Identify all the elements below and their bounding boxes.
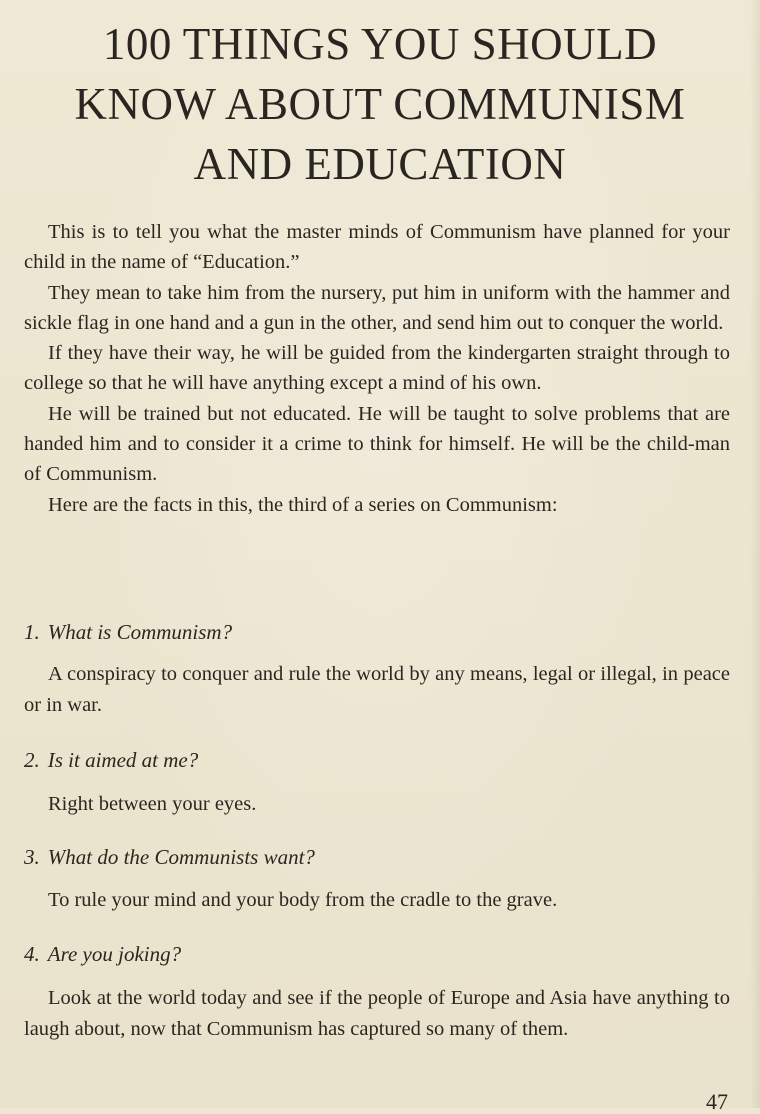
question-2 <box>24 745 730 775</box>
intro-paragraph-3: If they have their way, he will be guided from the kindergarten straight through to college so that he will have anything except a mind of his own. <box>24 342 730 395</box>
answer-4: Look at the world today and see if the people of Europe and Asia have anything to laugh about, now that Communism has captured so many of them. <box>24 987 730 1040</box>
question-text: What do the Communists want? <box>47 845 315 869</box>
answer-3: To rule your mind and your body from the cradle to the grave. <box>48 889 558 911</box>
question-1 <box>24 617 730 647</box>
question-number: 4. <box>24 942 40 966</box>
question-number: 2. <box>24 748 40 772</box>
answer-2: Right between your eyes. <box>48 793 257 815</box>
question-text: Are you joking? <box>47 942 182 966</box>
intro-paragraph-1: This is to tell you what the master minds of Communism have planned for your child in the name of “Education.” <box>24 221 730 274</box>
title-line-2: KNOW ABOUT COMMUNISM <box>74 79 686 129</box>
page-number: 47 <box>706 1089 728 1114</box>
question-3 <box>24 842 730 872</box>
page-edge-shadow <box>750 0 760 1108</box>
question-number: 1. <box>24 620 40 644</box>
intro-section <box>24 217 730 520</box>
question-text: What is Communism? <box>47 620 233 644</box>
intro-paragraph-5: Here are the facts in this, the third of a series on Communism: <box>48 493 558 516</box>
question-text: Is it aimed at me? <box>47 748 199 772</box>
title-line-3: AND EDUCATION <box>193 139 567 189</box>
title-line-1: 100 THINGS YOU SHOULD <box>102 19 658 69</box>
page-title <box>0 14 760 194</box>
answer-1: A conspiracy to conquer and rule the world by any means, legal or illegal, in peace or in war. <box>24 663 730 716</box>
question-number: 3. <box>24 845 40 869</box>
intro-paragraph-4: He will be trained but not educated. He will be taught to solve problems that are handed him and to consider it a crime to think for himself. He will be the child-man of Communism. <box>24 402 730 486</box>
intro-paragraph-2: They mean to take him from the nursery, put him in uniform with the hammer and sickle flag in one hand and a gun in the other, and send him out to conquer the world. <box>24 281 730 334</box>
question-4 <box>24 939 730 969</box>
